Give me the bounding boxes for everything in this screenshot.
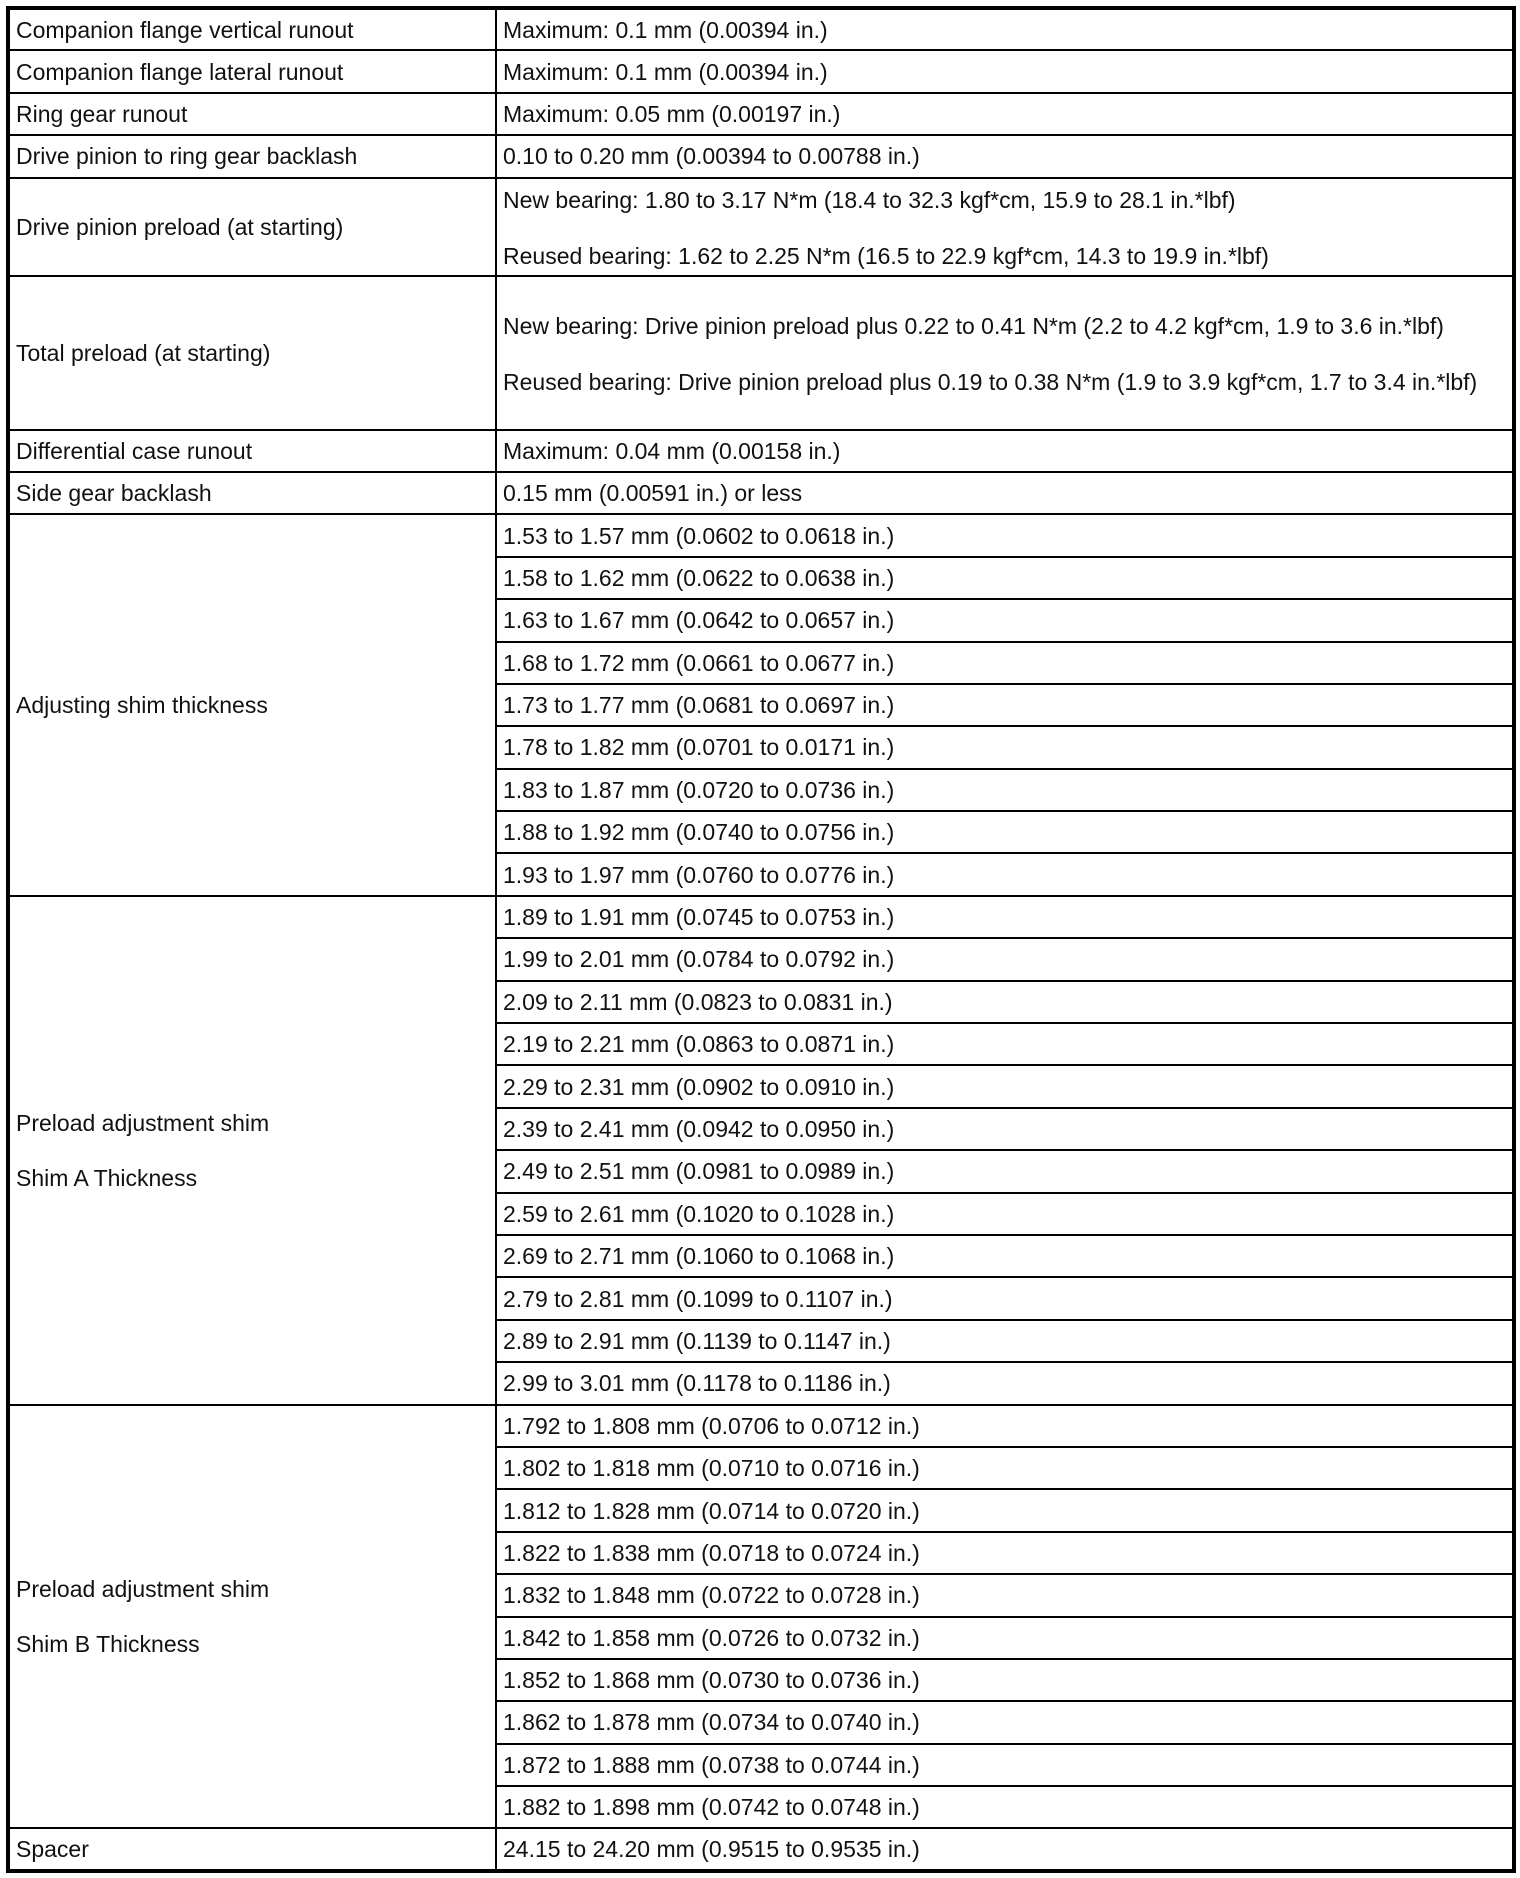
- spec-label: Ring gear runout: [8, 93, 496, 135]
- spec-value: 2.99 to 3.01 mm (0.1178 to 0.1186 in.): [496, 1362, 1514, 1404]
- spec-value: 1.812 to 1.828 mm (0.0714 to 0.0720 in.): [496, 1489, 1514, 1531]
- spec-label: Side gear backlash: [8, 472, 496, 514]
- spec-value: 1.802 to 1.818 mm (0.0710 to 0.0716 in.): [496, 1447, 1514, 1489]
- shim-a-group: [8, 896, 1514, 1405]
- spec-value: 1.852 to 1.868 mm (0.0730 to 0.0736 in.): [496, 1659, 1514, 1701]
- spec-value: Maximum: 0.1 mm (0.00394 in.): [496, 8, 1514, 50]
- spec-value: 1.99 to 2.01 mm (0.0784 to 0.0792 in.): [496, 938, 1514, 980]
- spec-value: 1.882 to 1.898 mm (0.0742 to 0.0748 in.): [496, 1786, 1514, 1828]
- table-row: [8, 93, 1514, 135]
- spec-value: 1.842 to 1.858 mm (0.0726 to 0.0732 in.): [496, 1617, 1514, 1659]
- spec-value: 1.58 to 1.62 mm (0.0622 to 0.0638 in.): [496, 557, 1514, 599]
- spec-value: 2.19 to 2.21 mm (0.0863 to 0.0871 in.): [496, 1023, 1514, 1065]
- spec-value: 2.59 to 2.61 mm (0.1020 to 0.1028 in.): [496, 1193, 1514, 1235]
- table-row: [8, 8, 1514, 50]
- spec-value: 1.93 to 1.97 mm (0.0760 to 0.0776 in.): [496, 853, 1514, 895]
- spec-label-line: Shim A Thickness: [16, 1164, 198, 1191]
- spec-label: [8, 1405, 496, 1829]
- spec-label: Drive pinion preload (at starting): [8, 178, 496, 276]
- spec-value: Maximum: 0.04 mm (0.00158 in.): [496, 430, 1514, 472]
- table-row: [8, 276, 1514, 430]
- table-row: [8, 178, 1514, 276]
- spec-value-reused-bearing: Reused bearing: Drive pinion preload plus 0.19 to 0.38 N*m (1.9 to 3.9 kgf*cm, 1.7 to 3.4 in.*lbf): [503, 368, 1478, 395]
- spec-label: Companion flange vertical runout: [8, 8, 496, 50]
- table-row: [8, 1828, 1514, 1870]
- spec-label: Differential case runout: [8, 430, 496, 472]
- spec-value-new-bearing: New bearing: 1.80 to 3.17 N*m (18.4 to 32.3 kgf*cm, 15.9 to 28.1 in.*lbf): [503, 186, 1236, 213]
- spec-label: Spacer: [8, 1828, 496, 1870]
- spec-value: Maximum: 0.05 mm (0.00197 in.): [496, 93, 1514, 135]
- spec-value: 1.53 to 1.57 mm (0.0602 to 0.0618 in.): [496, 514, 1514, 556]
- spec-label-line: Adjusting shim thickness: [16, 692, 268, 719]
- spec-label-line: Preload adjustment shim: [16, 1109, 270, 1136]
- spec-label: Drive pinion to ring gear backlash: [8, 135, 496, 177]
- spec-label: [8, 896, 496, 1405]
- table-row: [8, 50, 1514, 92]
- spec-value: 1.872 to 1.888 mm (0.0738 to 0.0744 in.): [496, 1744, 1514, 1786]
- spec-value: 0.10 to 0.20 mm (0.00394 to 0.00788 in.): [496, 135, 1514, 177]
- spec-label: Companion flange lateral runout: [8, 50, 496, 92]
- table-row: [8, 1405, 1514, 1447]
- specification-table: [6, 6, 1516, 1873]
- spec-value: 24.15 to 24.20 mm (0.9515 to 0.9535 in.): [496, 1828, 1514, 1870]
- spec-value: 2.29 to 2.31 mm (0.0902 to 0.0910 in.): [496, 1065, 1514, 1107]
- shim-b-group: [8, 1405, 1514, 1829]
- spec-label-line: Shim B Thickness: [16, 1631, 200, 1657]
- spec-value: 1.792 to 1.808 mm (0.0706 to 0.0712 in.): [496, 1405, 1514, 1447]
- spec-label: [8, 514, 496, 896]
- spec-value: [496, 276, 1514, 430]
- spec-value: 1.862 to 1.878 mm (0.0734 to 0.0740 in.): [496, 1701, 1514, 1743]
- spec-value: 2.79 to 2.81 mm (0.1099 to 0.1107 in.): [496, 1277, 1514, 1319]
- spec-value: 1.63 to 1.67 mm (0.0642 to 0.0657 in.): [496, 599, 1514, 641]
- table-row: [8, 896, 1514, 938]
- spec-value-new-bearing: New bearing: Drive pinion preload plus 0.22 to 0.41 N*m (2.2 to 4.2 kgf*cm, 1.9 to 3.6 in.*lbf): [503, 312, 1444, 339]
- spec-value: 2.09 to 2.11 mm (0.0823 to 0.0831 in.): [496, 981, 1514, 1023]
- spec-value: 1.89 to 1.91 mm (0.0745 to 0.0753 in.): [496, 896, 1514, 938]
- table-row: [8, 514, 1514, 556]
- adjusting-shim-group: [8, 514, 1514, 896]
- spec-value-reused-bearing: Reused bearing: 1.62 to 2.25 N*m (16.5 to 22.9 kgf*cm, 14.3 to 19.9 in.*lbf): [503, 242, 1269, 269]
- spec-value: 1.832 to 1.848 mm (0.0722 to 0.0728 in.): [496, 1574, 1514, 1616]
- spec-value: 2.39 to 2.41 mm (0.0942 to 0.0950 in.): [496, 1108, 1514, 1150]
- spec-value: 1.88 to 1.92 mm (0.0740 to 0.0756 in.): [496, 811, 1514, 853]
- table-row: [8, 430, 1514, 472]
- spec-value: 1.83 to 1.87 mm (0.0720 to 0.0736 in.): [496, 769, 1514, 811]
- table-row: [8, 135, 1514, 177]
- spec-value: 2.89 to 2.91 mm (0.1139 to 0.1147 in.): [496, 1320, 1514, 1362]
- spec-value: 2.69 to 2.71 mm (0.1060 to 0.1068 in.): [496, 1235, 1514, 1277]
- spec-value: [496, 178, 1514, 276]
- spec-label-line: Preload adjustment shim: [16, 1576, 270, 1602]
- spec-value: 2.49 to 2.51 mm (0.0981 to 0.0989 in.): [496, 1150, 1514, 1192]
- spec-value: 1.822 to 1.838 mm (0.0718 to 0.0724 in.): [496, 1532, 1514, 1574]
- table-row: [8, 472, 1514, 514]
- spec-value: 1.68 to 1.72 mm (0.0661 to 0.0677 in.): [496, 642, 1514, 684]
- spec-value: Maximum: 0.1 mm (0.00394 in.): [496, 50, 1514, 92]
- spec-value: 1.78 to 1.82 mm (0.0701 to 0.0171 in.): [496, 726, 1514, 768]
- spec-label: Total preload (at starting): [8, 276, 496, 430]
- spec-value: 0.15 mm (0.00591 in.) or less: [496, 472, 1514, 514]
- spec-value: 1.73 to 1.77 mm (0.0681 to 0.0697 in.): [496, 684, 1514, 726]
